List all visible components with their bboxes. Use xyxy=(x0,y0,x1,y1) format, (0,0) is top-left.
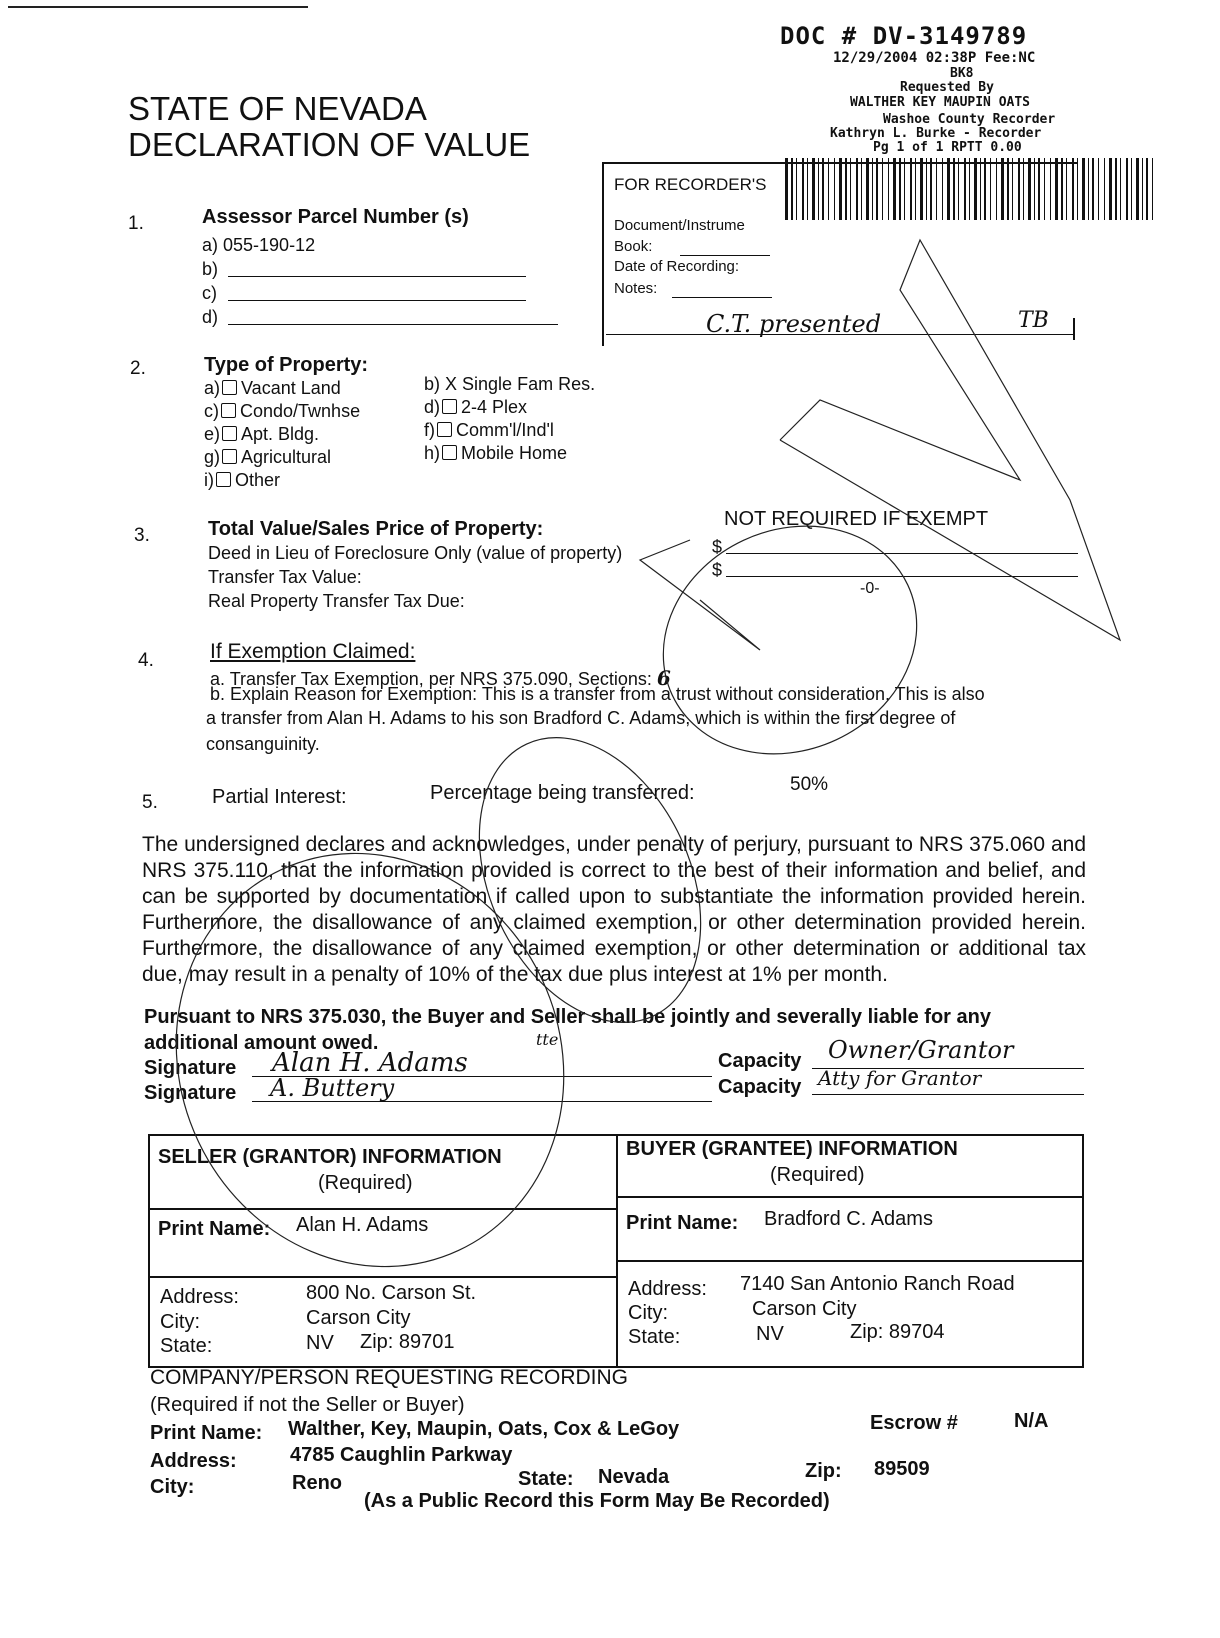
checkbox-icon xyxy=(442,399,457,414)
company-print-name-label: Print Name: xyxy=(150,1422,263,1444)
percentage-label: Percentage being transferred: xyxy=(430,782,695,804)
liability-line1: Pursuant to NRS 375.030, the Buyer and Seller shall be jointly and severally liable for any xyxy=(144,1006,991,1028)
checkbox-icon xyxy=(437,422,452,437)
doc-number: DOC # DV-3149789 xyxy=(780,22,1028,50)
seller-city-label: City: xyxy=(160,1311,200,1333)
seller-heading: SELLER (GRANTOR) INFORMATION xyxy=(158,1146,502,1168)
exemption-section-label: a. Transfer Tax Exemption, per NRS 375.090, Sections: 6 xyxy=(210,666,671,690)
barcode-bar xyxy=(1077,158,1078,220)
partial-interest-label: Partial Interest: xyxy=(212,786,347,808)
section2-number: 2. xyxy=(130,358,146,379)
barcode-bar xyxy=(1109,158,1112,220)
seller-zip: Zip: 89701 xyxy=(360,1331,455,1353)
seller-address: 800 No. Carson St. xyxy=(306,1282,477,1304)
apn-b-line xyxy=(228,276,526,277)
company-address-label: Address: xyxy=(150,1450,237,1472)
buyer-print-name-label: Print Name: xyxy=(626,1212,739,1234)
property-option-comml[interactable]: f) Comm'l/Ind'l xyxy=(424,420,554,440)
recorder-handwritten-note: C.T. presented xyxy=(706,310,882,338)
barcode-bar xyxy=(1082,158,1085,220)
barcode-bar xyxy=(1152,158,1153,220)
buyer-required: (Required) xyxy=(770,1164,865,1186)
transfer-tax-value-label: Transfer Tax Value: xyxy=(208,567,362,587)
exemption-reason-line2: a transfer from Alan H. Adams to his son Bradford C. Adams, which is within the first degree of xyxy=(206,708,956,728)
signature-2: A. Buttery xyxy=(270,1074,395,1102)
checkbox-icon xyxy=(442,445,457,460)
buyer-state-label: State: xyxy=(628,1326,681,1348)
seller-address-label: Address: xyxy=(160,1286,239,1308)
capacity-label-2: Capacity xyxy=(718,1076,802,1098)
property-option-condo[interactable]: c) Condo/Twnhse xyxy=(204,401,361,421)
company-heading: COMPANY/PERSON REQUESTING RECORDING xyxy=(150,1366,628,1389)
company-address: 4785 Caughlin Parkway xyxy=(290,1444,513,1466)
escrow-value: N/A xyxy=(1014,1410,1049,1432)
company-city: Reno xyxy=(292,1472,342,1494)
barcode-bar xyxy=(1092,158,1094,220)
capacity-line-2[interactable] xyxy=(812,1094,1084,1095)
tax-due-value: -0- xyxy=(860,580,880,597)
buyer-address: 7140 San Antonio Ranch Road xyxy=(740,1273,1015,1295)
recorder-date-label: Date of Recording: xyxy=(614,258,740,275)
checkbox-icon xyxy=(222,426,237,441)
barcode-bar xyxy=(1115,158,1117,220)
buyer-zip: Zip: 89704 xyxy=(850,1321,945,1343)
buyer-address-label: Address: xyxy=(628,1278,707,1300)
public-record-note: (As a Public Record this Form May Be Recorded) xyxy=(364,1490,830,1512)
signature-label-1: Signature xyxy=(144,1057,237,1079)
section3-title: Total Value/Sales Price of Property: xyxy=(208,518,544,540)
apn-c-line xyxy=(228,300,526,301)
seller-city: Carson City xyxy=(306,1307,411,1329)
declaration-text: The undersigned declares and acknowledges, under penalty of perjury, pursuant to NRS 375.060 and NRS 375.110, that the information provided is correct to the best of their information and belief, and can be supported by documentation if called upon to substantiate the information provided herein. Furthermore, the disallowance of any claimed exemption, or other determination provided herein. Furthermore, the disallowance of any claimed exemption, or other determination or additional tax due, may result in a penalty of 10% of the tax due plus interest at 1% per month. xyxy=(142,833,1086,986)
seller-required: (Required) xyxy=(318,1172,413,1194)
barcode-bar xyxy=(1120,158,1121,220)
company-state: Nevada xyxy=(598,1466,670,1488)
section5-number: 5. xyxy=(142,792,158,813)
barcode-bar xyxy=(1104,158,1105,220)
deed-in-lieu-label: Deed in Lieu of Foreclosure Only (value of property) xyxy=(208,543,623,563)
company-required: (Required if not the Seller or Buyer) xyxy=(150,1394,465,1416)
section1-number: 1. xyxy=(128,213,144,234)
apn-c-label: c) xyxy=(202,283,217,303)
company-zip: 89509 xyxy=(874,1458,930,1480)
stamp-recorder-name: Kathryn L. Burke - Recorder xyxy=(830,126,1042,141)
apn-b-label: b) xyxy=(202,259,219,279)
page-title-line1: STATE OF NEVADA xyxy=(128,90,427,127)
recorder-book-line xyxy=(680,255,770,256)
property-option-plex[interactable]: d) 2-4 Plex xyxy=(424,397,528,417)
table-divider-vertical xyxy=(616,1136,618,1366)
liability-line2: additional amount owed. xyxy=(144,1032,379,1054)
stamp-requested-by: WALTHER KEY MAUPIN OATS xyxy=(850,95,1031,110)
stamp-book: BK8 xyxy=(950,66,974,81)
section3-number: 3. xyxy=(134,525,150,546)
recorder-book-label: Book: xyxy=(614,238,653,255)
barcode-bar xyxy=(1146,158,1148,220)
stamp-page-line: Pg 1 of 1 RPTT 0.00 xyxy=(873,140,1022,155)
value-line-1 xyxy=(726,553,1078,554)
seller-state: NV xyxy=(306,1332,334,1354)
barcode-bar xyxy=(1088,158,1089,220)
buyer-city: Carson City xyxy=(752,1298,857,1320)
not-required-note: NOT REQUIRED IF EXEMPT xyxy=(724,508,989,530)
barcode-bar xyxy=(1098,158,1099,220)
barcode-bar xyxy=(1142,158,1143,220)
property-option-vacant-land[interactable]: a) Vacant Land xyxy=(204,378,341,398)
apn-a: a) 055-190-12 xyxy=(202,235,316,255)
barcode-bar xyxy=(1136,158,1139,220)
checkbox-icon xyxy=(216,472,231,487)
seller-divider-2 xyxy=(150,1276,616,1278)
seller-print-name: Alan H. Adams xyxy=(296,1214,429,1236)
real-property-tax-label: Real Property Transfer Tax Due: xyxy=(208,591,465,611)
property-option-agricultural[interactable]: g) Agricultural xyxy=(204,447,332,467)
recorder-box-title: FOR RECORDER'S xyxy=(614,175,767,194)
page-title-line2: DECLARATION OF VALUE xyxy=(128,126,531,163)
signature-label-2: Signature xyxy=(144,1082,237,1104)
recorder-notes-label: Notes: xyxy=(614,280,658,297)
recorder-document-label: Document/Instrume xyxy=(614,217,745,234)
dollar-sign-1: $ xyxy=(712,537,723,557)
property-option-mobile-home[interactable]: h) Mobile Home xyxy=(424,443,568,463)
buyer-divider-2 xyxy=(616,1260,1082,1262)
checkbox-icon xyxy=(222,380,237,395)
stamp-requested-label: Requested By xyxy=(900,80,994,95)
escrow-label: Escrow # xyxy=(870,1412,958,1434)
apn-d-label: d) xyxy=(202,307,219,327)
stamp-date: 12/29/2004 02:38P Fee:NC xyxy=(833,50,1036,66)
stamp-county-recorder: Washoe County Recorder xyxy=(883,112,1056,127)
property-option-apt[interactable]: e) Apt. Bldg. xyxy=(204,424,320,444)
company-print-name: Walther, Key, Maupin, Oats, Cox & LeGoy xyxy=(288,1418,680,1440)
barcode-bar xyxy=(1126,158,1128,220)
seller-state-label: State: xyxy=(160,1335,213,1357)
company-city-label: City: xyxy=(150,1476,195,1498)
capacity-value-2: Atty for Grantor xyxy=(818,1066,982,1090)
buyer-city-label: City: xyxy=(628,1302,668,1324)
buyer-state: NV xyxy=(756,1323,784,1345)
recorder-box-right-edge xyxy=(1073,318,1075,340)
signature-1-note: tte xyxy=(536,1030,559,1049)
seller-print-name-label: Print Name: xyxy=(158,1218,271,1240)
section2-title: Type of Property: xyxy=(204,354,369,376)
exemption-reason-line1: b. Explain Reason for Exemption: This is a transfer from a trust without consideration. This is also xyxy=(210,684,985,704)
exemption-reason-line3: consanguinity. xyxy=(206,734,320,754)
capacity-label-1: Capacity xyxy=(718,1050,802,1072)
buyer-divider-1 xyxy=(616,1196,1082,1198)
buyer-print-name: Bradford C. Adams xyxy=(764,1208,933,1230)
section1-title: Assessor Parcel Number (s) xyxy=(202,206,469,228)
recorder-initials: TB xyxy=(1018,308,1049,333)
capacity-value-1: Owner/Grantor xyxy=(828,1036,1014,1064)
section4-number: 4. xyxy=(138,650,154,671)
property-option-single-fam[interactable]: b) X Single Fam Res. xyxy=(424,374,596,394)
apn-d-line xyxy=(228,324,558,325)
company-state-label: State: xyxy=(518,1468,574,1490)
buyer-heading: BUYER (GRANTEE) INFORMATION xyxy=(626,1138,958,1160)
seller-divider-1 xyxy=(150,1208,616,1210)
recorder-notes-line xyxy=(672,297,772,298)
company-zip-label: Zip: xyxy=(805,1460,842,1482)
barcode-bar xyxy=(1131,158,1132,220)
scan-top-mark xyxy=(8,6,308,8)
value-line-2 xyxy=(726,576,1078,577)
checkbox-icon xyxy=(222,449,237,464)
exemption-section-value: 6 xyxy=(656,666,671,690)
property-option-other[interactable]: i) Other xyxy=(204,470,281,490)
checkbox-icon xyxy=(221,403,236,418)
section4-title: If Exemption Claimed: xyxy=(210,640,416,663)
percentage-value: 50% xyxy=(790,774,829,795)
dollar-sign-2: $ xyxy=(712,560,723,580)
signature-1: Alan H. Adams xyxy=(272,1048,468,1078)
